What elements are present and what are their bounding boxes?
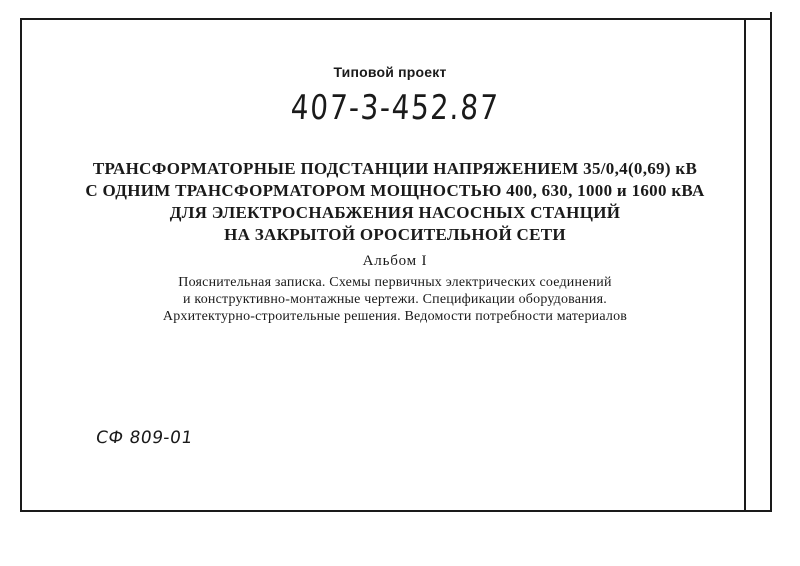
title-line: ТРАНСФОРМАТОРНЫЕ ПОДСТАНЦИИ НАПРЯЖЕНИЕМ 35/0,4(0,69) кВ — [92, 159, 698, 178]
title-line: НА ЗАКРЫТОЙ ОРОСИТЕЛЬНОЙ СЕТИ — [224, 225, 566, 244]
catalog-code: СФ 809-01 — [94, 428, 195, 448]
frame-bottom-border — [20, 510, 772, 512]
description-line: Архитектурно-строительные решения. Ведомости потребности материалов — [162, 309, 628, 324]
title-line: ДЛЯ ЭЛЕКТРОСНАБЖЕНИЯ НАСОСНЫХ СТАНЦИЙ — [169, 203, 621, 222]
document-type-label: Типовой проект — [333, 64, 447, 80]
album-label: Альбом I — [362, 253, 428, 269]
description-line: Пояснительная записка. Схемы первичных электрических соединений — [178, 275, 612, 290]
description-line: и конструктивно-монтажные чертежи. Спецификации оборудования. — [183, 292, 607, 307]
album-contents-description — [0, 274, 790, 325]
frame-corner-tick — [744, 18, 771, 20]
frame-top-border — [20, 18, 744, 20]
title-line: С ОДНИМ ТРАНСФОРМАТОРОМ МОЩНОСТЬЮ 400, 630, 1000 и 1600 кВА — [85, 181, 705, 200]
document-title — [0, 158, 790, 246]
project-number: 407-3-452.87 — [289, 88, 501, 128]
